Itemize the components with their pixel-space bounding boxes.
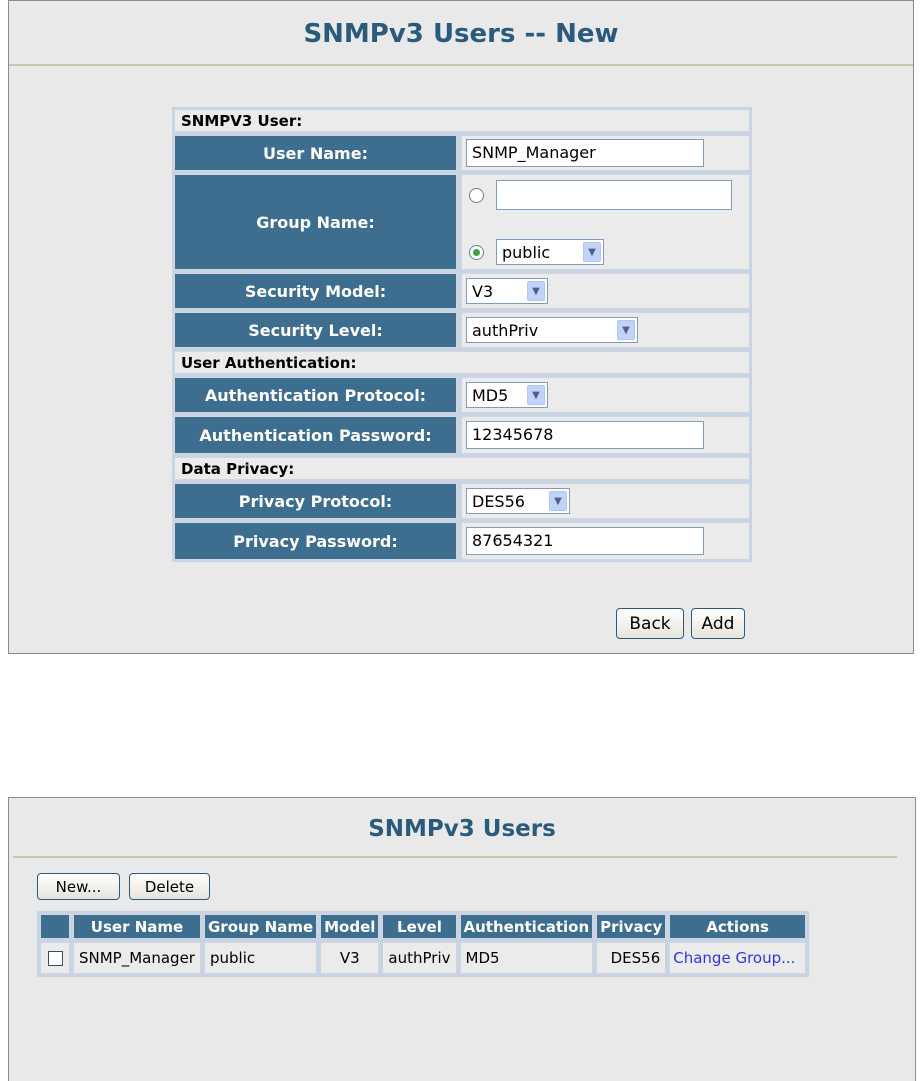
group-name-select-value: public — [502, 242, 551, 262]
auth-protocol-select[interactable] — [466, 382, 548, 408]
cell-privacy: DES56 — [596, 942, 666, 974]
user-name-label: User Name: — [174, 135, 457, 171]
privacy-protocol-select[interactable] — [466, 488, 570, 514]
security-level-select[interactable] — [466, 317, 638, 343]
column-header-actions: Actions — [669, 914, 806, 939]
cell-group-name: public — [204, 942, 317, 974]
change-group-link[interactable]: Change Group... — [673, 949, 796, 967]
user-name-input[interactable]: SNMP_Manager — [466, 139, 704, 167]
auth-password-label: Authentication Password: — [174, 416, 457, 454]
radio-selected-dot — [473, 249, 480, 256]
privacy-password-input[interactable]: 87654321 — [466, 527, 704, 555]
privacy-protocol-value: DES56 — [472, 491, 525, 511]
group-name-text-input[interactable] — [496, 180, 732, 210]
cell-level: authPriv — [382, 942, 456, 974]
auth-password-input[interactable]: 12345678 — [466, 421, 704, 449]
cell-actions — [669, 942, 806, 974]
column-header-user-name: User Name — [73, 914, 201, 939]
security-model-label: Security Model: — [174, 273, 457, 309]
section-data-privacy: Data Privacy: — [174, 457, 750, 480]
new-user-button[interactable]: New... — [37, 873, 120, 900]
chevron-down-icon[interactable]: ▼ — [527, 385, 545, 405]
select-column-header — [40, 914, 70, 939]
users-list-panel — [8, 797, 916, 1081]
group-name-label: Group Name: — [174, 174, 457, 270]
auth-protocol-value: MD5 — [472, 385, 509, 405]
security-model-select[interactable] — [466, 278, 548, 304]
security-model-value: V3 — [472, 281, 494, 301]
auth-protocol-label: Authentication Protocol: — [174, 377, 457, 413]
privacy-protocol-label: Privacy Protocol: — [174, 483, 457, 519]
security-level-value: authPriv — [472, 320, 539, 340]
add-button[interactable]: Add — [691, 608, 745, 639]
chevron-down-icon[interactable]: ▼ — [549, 491, 567, 511]
title-divider — [9, 64, 913, 66]
cell-model: V3 — [320, 942, 379, 974]
group-name-select-radio-icon[interactable] — [469, 245, 484, 260]
back-button[interactable]: Back — [616, 608, 684, 639]
users-table — [37, 911, 809, 977]
users-list-title: SNMPv3 Users — [368, 816, 556, 842]
column-header-group-name: Group Name — [204, 914, 317, 939]
privacy-password-label: Privacy Password: — [174, 522, 457, 560]
chevron-down-icon[interactable]: ▼ — [583, 242, 601, 262]
row-select-cell — [40, 942, 70, 974]
section-user-authentication: User Authentication: — [174, 351, 750, 374]
section-snmpv3-user: SNMPV3 User: — [174, 109, 750, 132]
group-name-text-radio-icon[interactable] — [469, 188, 484, 203]
title-divider — [13, 856, 897, 858]
column-header-model: Model — [320, 914, 379, 939]
new-user-form — [172, 107, 752, 562]
chevron-down-icon[interactable]: ▼ — [527, 281, 545, 301]
cell-user-name: SNMP_Manager — [73, 942, 201, 974]
checkbox-icon[interactable] — [48, 951, 63, 966]
column-header-authentication: Authentication — [460, 914, 594, 939]
cell-authentication: MD5 — [460, 942, 594, 974]
new-user-panel — [8, 0, 914, 654]
table-row — [40, 942, 806, 974]
delete-button[interactable]: Delete — [129, 873, 210, 900]
chevron-down-icon[interactable]: ▼ — [617, 320, 635, 340]
page-title: SNMPv3 Users -- New — [303, 19, 619, 49]
group-name-select[interactable] — [496, 239, 604, 265]
column-header-level: Level — [382, 914, 456, 939]
column-header-privacy: Privacy — [596, 914, 666, 939]
security-level-label: Security Level: — [174, 312, 457, 348]
